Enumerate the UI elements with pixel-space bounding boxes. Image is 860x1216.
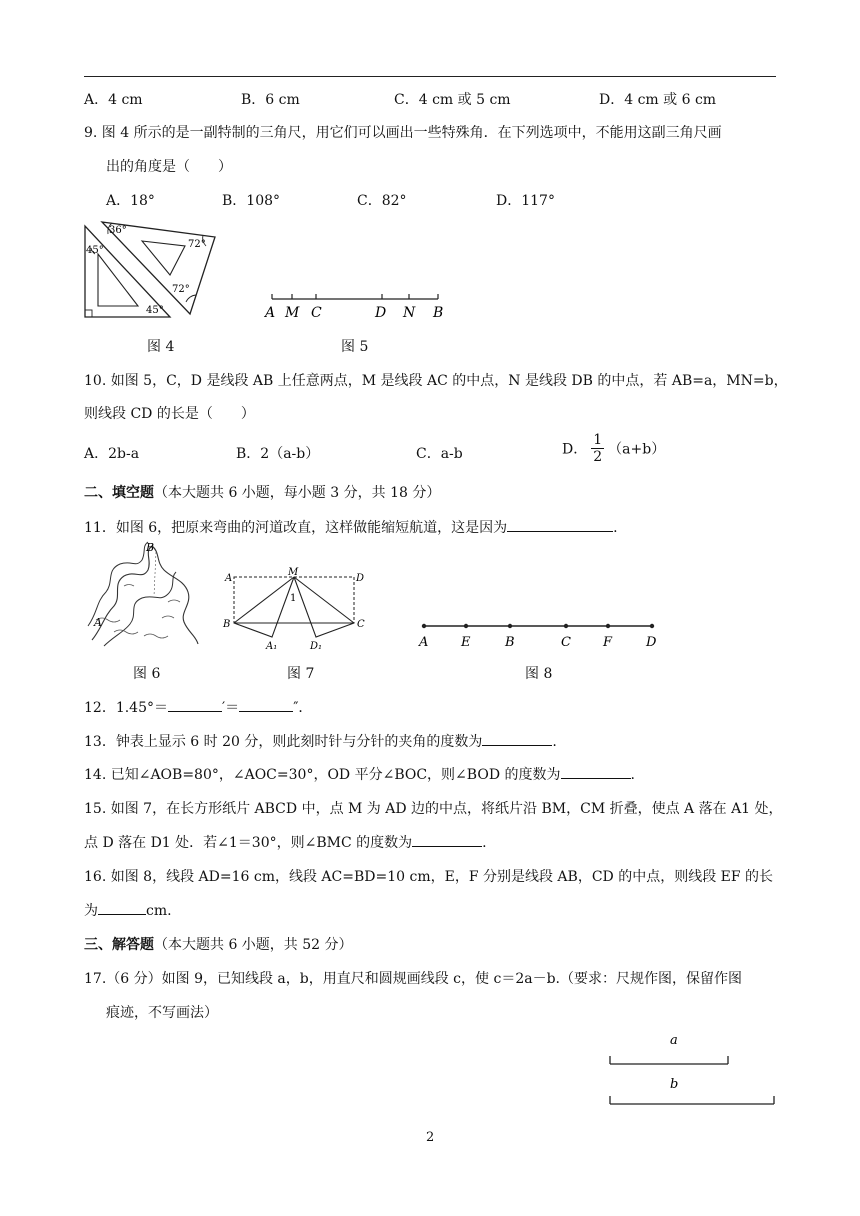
q16-line2	[84, 900, 172, 920]
fig8-label-d: D	[646, 635, 657, 650]
q8-option-b: B．6 cm	[241, 92, 300, 108]
q16-prefix: 为	[84, 903, 98, 919]
q14-line	[84, 764, 635, 784]
fig5-label-m: M	[285, 305, 300, 321]
q12-minutes-blank[interactable]	[168, 697, 222, 712]
q15-line2	[84, 832, 487, 852]
fig5-label-c: C	[311, 305, 322, 321]
fig7-label-b: B	[223, 619, 231, 630]
fig8-label-e: E	[461, 635, 471, 650]
q10-fraction-denominator: 2	[593, 449, 603, 465]
fig9-label-a: a	[670, 1033, 678, 1048]
q12-line	[84, 697, 312, 717]
q8-option-a: A．4 cm	[84, 92, 143, 108]
q17-line2: 痕迹，不写画法）	[106, 1005, 218, 1021]
q11-end: .	[613, 520, 618, 536]
q12-part-a: 12．1.45°＝	[84, 700, 168, 716]
q11-line	[84, 517, 618, 537]
fig5-label-n: N	[403, 305, 416, 321]
q17-line1: 17.（6 分）如图 9，已知线段 a，b，用直尺和圆规画线段 c，使 c＝2a－b.（要求：尺规作图，保留作图	[84, 971, 742, 987]
q16-answer-blank[interactable]	[98, 900, 146, 915]
q10-fraction-numerator: 1	[593, 432, 603, 448]
figure-8-caption: 图 8	[525, 666, 553, 682]
figure-8-line	[414, 616, 660, 652]
q10-option-d-label: D．	[562, 441, 588, 458]
page-number: 2	[426, 1130, 435, 1145]
q15-end: .	[482, 835, 487, 851]
fig4-angle-45-left: 45°	[86, 245, 104, 256]
fig8-label-f: F	[603, 635, 613, 650]
figure-6-caption: 图 6	[133, 666, 161, 682]
q10-option-b: B．2（a-b）	[236, 446, 320, 462]
header-rule	[84, 76, 776, 77]
figure-4-caption: 图 4	[147, 339, 175, 355]
fig8-label-c: C	[561, 635, 571, 650]
q11-text: 11．如图 6，把原来弯曲的河道改直，这样做能缩短航道，这是因为	[84, 520, 508, 536]
q10-option-d	[562, 432, 665, 465]
fig7-label-c: C	[357, 619, 365, 630]
q15-text: 点 D 落在 D1 处．若∠1＝30°，则∠BMC 的度数为	[84, 835, 413, 851]
q16-line1: 16. 如图 8，线段 AD=16 cm，线段 AC=BD=10 cm，E，F 分别是线段 AB，CD 的中点，则线段 EF 的长	[84, 869, 774, 885]
section-2-note: （本大题共 6 小题，每小题 3 分，共 18 分）	[154, 485, 441, 501]
q9-option-d: D．117°	[496, 193, 555, 209]
q10-line1: 10. 如图 5，C，D 是线段 AB 上任意两点，M 是线段 AC 的中点，N 是线段 DB 的中点，若 AB=a，MN=b，	[84, 373, 788, 389]
fig7-label-a1: A₁	[266, 641, 278, 652]
q16-unit: cm.	[146, 903, 172, 919]
fig9-label-b: b	[670, 1077, 679, 1092]
fig7-label-a: A	[225, 573, 233, 584]
fig8-label-a: A	[419, 635, 429, 650]
q9-option-b: B．108°	[222, 193, 281, 209]
q13-line	[84, 731, 557, 751]
figure-7-folded-rectangle	[222, 565, 370, 657]
figure-4-triangle-rulers	[82, 218, 222, 320]
q9-option-c: C．82°	[357, 193, 407, 209]
q13-end: .	[552, 734, 557, 750]
q12-seconds-blank[interactable]	[239, 697, 293, 712]
fig8-label-b: B	[505, 635, 515, 650]
q9-option-a: A．18°	[106, 193, 155, 209]
q10-option-d-fraction	[591, 432, 604, 465]
q10-line2: 则线段 CD 的长是（ ）	[84, 406, 255, 422]
section-3-title: 三、解答题	[84, 937, 154, 953]
q13-text: 13．钟表上显示 6 时 20 分，则此刻时针与分针的夹角的度数为	[84, 734, 483, 750]
fig7-label-d: D	[356, 573, 365, 584]
q12-part-c: ″．	[293, 700, 313, 716]
q14-text: 14. 已知∠AOB=80°，∠AOC=30°，OD 平分∠BOC，则∠BOD 的度数为	[84, 767, 561, 783]
figure-5-segment	[262, 290, 456, 322]
fig4-angle-36: 36°	[109, 225, 127, 236]
section-3-heading	[84, 934, 353, 954]
q8-option-d: D．4 cm 或 6 cm	[599, 92, 717, 108]
q9-line2: 出的角度是（ ）	[106, 159, 232, 175]
fig5-label-b: B	[433, 305, 444, 321]
q10-option-a: A．2b-a	[84, 446, 140, 462]
fig6-label-a: A	[94, 616, 102, 629]
section-2-heading	[84, 482, 440, 502]
figure-5-caption: 图 5	[341, 339, 369, 355]
q13-answer-blank[interactable]	[482, 731, 552, 746]
fig5-label-a: A	[265, 305, 276, 321]
q15-line1: 15. 如图 7，在长方形纸片 ABCD 中，点 M 为 AD 边的中点，将纸片沿 BM，CM 折叠，使点 A 落在 A1 处，	[84, 801, 783, 817]
section-3-note: （本大题共 6 小题，共 52 分）	[154, 937, 353, 953]
figure-9-segments	[604, 1030, 780, 1112]
q15-answer-blank[interactable]	[412, 832, 482, 847]
q8-option-c: C．4 cm 或 5 cm	[394, 92, 511, 108]
fig4-angle-45-bottom: 45°	[146, 305, 164, 316]
fig6-label-b: B	[146, 541, 155, 554]
q9-line1: 9. 图 4 所示的是一副特制的三角尺，用它们可以画出一些特殊角．在下列选项中，不能用这副三角尺画	[84, 125, 722, 141]
q14-end: .	[630, 767, 635, 783]
figure-6-river	[84, 540, 204, 652]
q14-answer-blank[interactable]	[561, 764, 631, 779]
figure-7-caption: 图 7	[287, 666, 315, 682]
fig7-label-angle-1: 1	[290, 593, 297, 604]
q10-option-c: C．a-b	[416, 446, 463, 462]
fig5-label-d: D	[375, 305, 387, 321]
section-2-title: 二、填空题	[84, 485, 154, 501]
fig4-angle-72-top: 72°	[188, 239, 206, 250]
fig4-angle-72-bottom: 72°	[172, 284, 190, 295]
q12-part-b: ′＝	[222, 700, 240, 716]
q10-option-d-tail: （a+b）	[608, 441, 666, 458]
q11-answer-blank[interactable]	[507, 517, 613, 532]
fig7-label-m: M	[288, 567, 299, 578]
fig7-label-d1: D₁	[310, 641, 323, 652]
